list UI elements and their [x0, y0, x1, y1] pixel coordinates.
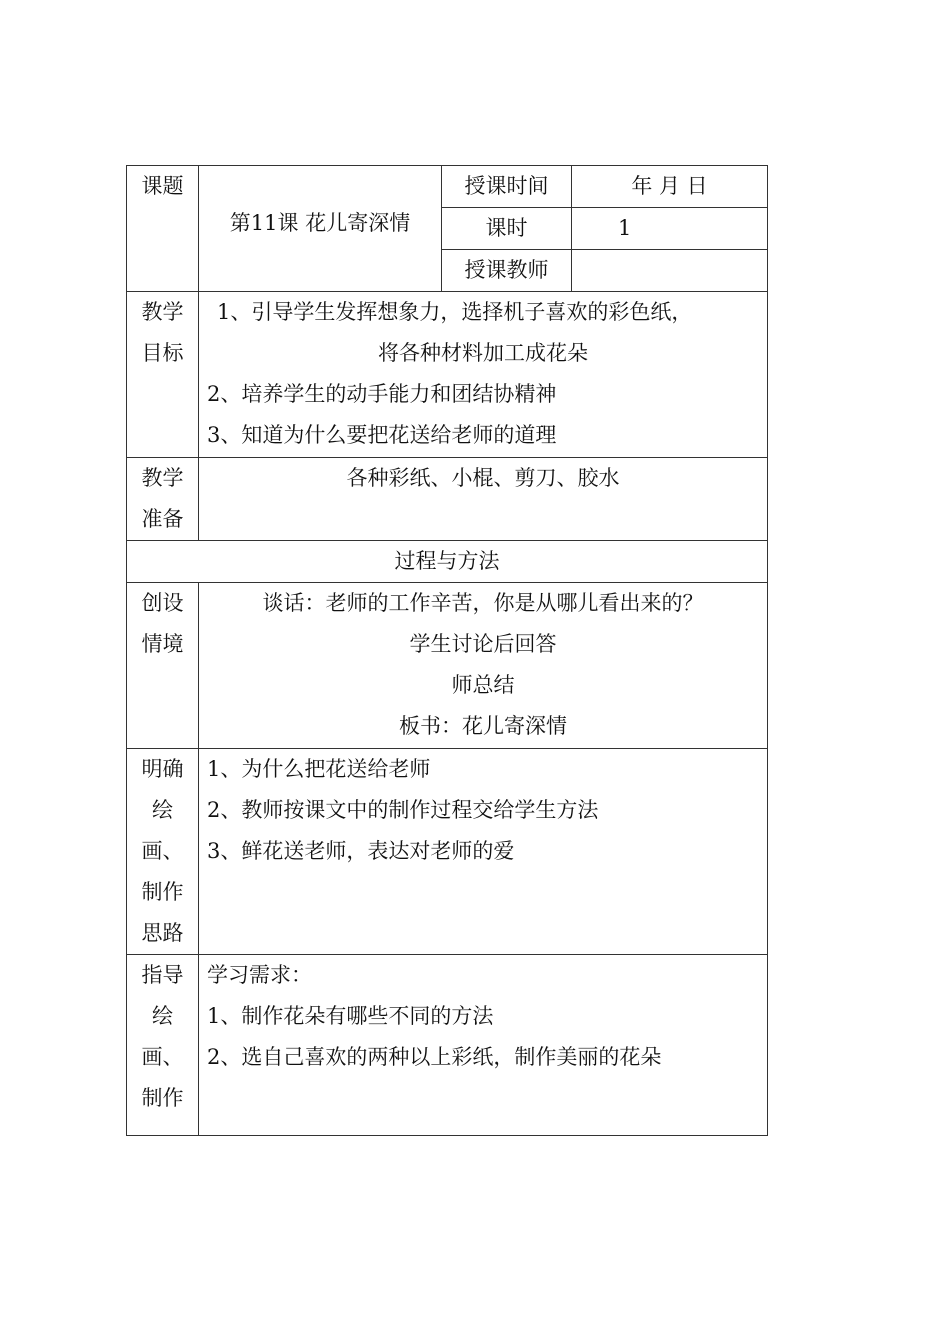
teacher-label-cell [442, 250, 572, 292]
guide-label-2: 绘 [152, 1004, 173, 1028]
preparation-content: 各种彩纸、小棍、剪刀、胶水 [346, 466, 620, 490]
clarify-line-2: 2、教师按课文中的制作过程交给学生方法 [207, 798, 599, 822]
objective-item-3: 2、培养学生的动手能力和团结协精神 [207, 382, 557, 406]
lesson-title: 第11课 花儿寄深情 [229, 211, 411, 235]
scenario-line-1: 谈话：老师的工作辛苦，你是从哪儿看出来的？ [262, 591, 704, 615]
objectives-label-1: 教学 [141, 300, 184, 324]
guide-label-cell [127, 955, 199, 1136]
guide-line-3: 2、选自己喜欢的两种以上彩纸，制作美丽的花朵 [207, 1045, 662, 1069]
topic-label-cell [127, 166, 199, 292]
teacher-label: 授课教师 [464, 258, 549, 282]
guide-line-1: 学习需求： [207, 963, 312, 987]
preparation-label-cell [127, 458, 199, 541]
scenario-line-2: 学生讨论后回答 [409, 632, 557, 656]
objective-item-4: 3、知道为什么要把花送给老师的道理 [207, 423, 557, 447]
clarify-line-3: 3、鲜花送老师，表达对老师的爱 [207, 839, 515, 863]
clarify-content-cell [199, 749, 768, 955]
scenario-line-4: 板书：花儿寄深情 [399, 714, 567, 738]
clarify-label-1: 明确 [141, 757, 184, 781]
guide-label-4: 制作 [141, 1086, 184, 1110]
guide-content-cell [199, 955, 768, 1136]
scenario-content-cell [199, 583, 768, 749]
process-title-cell [127, 541, 768, 583]
period-label-cell [442, 208, 572, 250]
period-value: 1 [618, 216, 632, 240]
preparation-label-2: 准备 [141, 507, 184, 531]
guide-line-2: 1、制作花朵有哪些不同的方法 [207, 1004, 494, 1028]
scenario-label-cell [127, 583, 199, 749]
time-label-cell [442, 166, 572, 208]
teacher-value-cell [572, 250, 768, 292]
time-value-cell [572, 166, 768, 208]
scenario-label-2: 情境 [141, 632, 184, 656]
time-label: 授课时间 [464, 174, 549, 198]
clarify-label-4: 制作 [141, 880, 184, 904]
period-value-cell [572, 208, 768, 250]
time-value: 年 月 日 [631, 174, 708, 198]
guide-label-3: 画、 [141, 1045, 184, 1069]
preparation-content-cell [199, 458, 768, 541]
clarify-line-1: 1、为什么把花送给老师 [207, 757, 431, 781]
process-title: 过程与方法 [394, 549, 500, 573]
objective-item-2: 将各种材料加工成花朵 [378, 341, 588, 365]
objectives-label-2: 目标 [141, 341, 184, 365]
scenario-line-3: 师总结 [451, 673, 515, 697]
guide-label-1: 指导 [141, 963, 184, 987]
lesson-title-cell [199, 166, 442, 292]
objective-item-1: 1、引导学生发挥想象力，选择机子喜欢的彩色纸， [217, 300, 693, 324]
scenario-label-1: 创设 [141, 591, 184, 615]
objectives-content-cell [199, 292, 768, 458]
topic-label: 课题 [141, 174, 184, 198]
objectives-label-cell [127, 292, 199, 458]
clarify-label-5: 思路 [141, 921, 184, 945]
preparation-label-1: 教学 [141, 466, 184, 490]
clarify-label-3: 画、 [141, 839, 184, 863]
clarify-label-2: 绘 [152, 798, 173, 822]
clarify-label-cell [127, 749, 199, 955]
period-label: 课时 [485, 216, 528, 240]
lesson-plan-table [126, 165, 768, 1136]
